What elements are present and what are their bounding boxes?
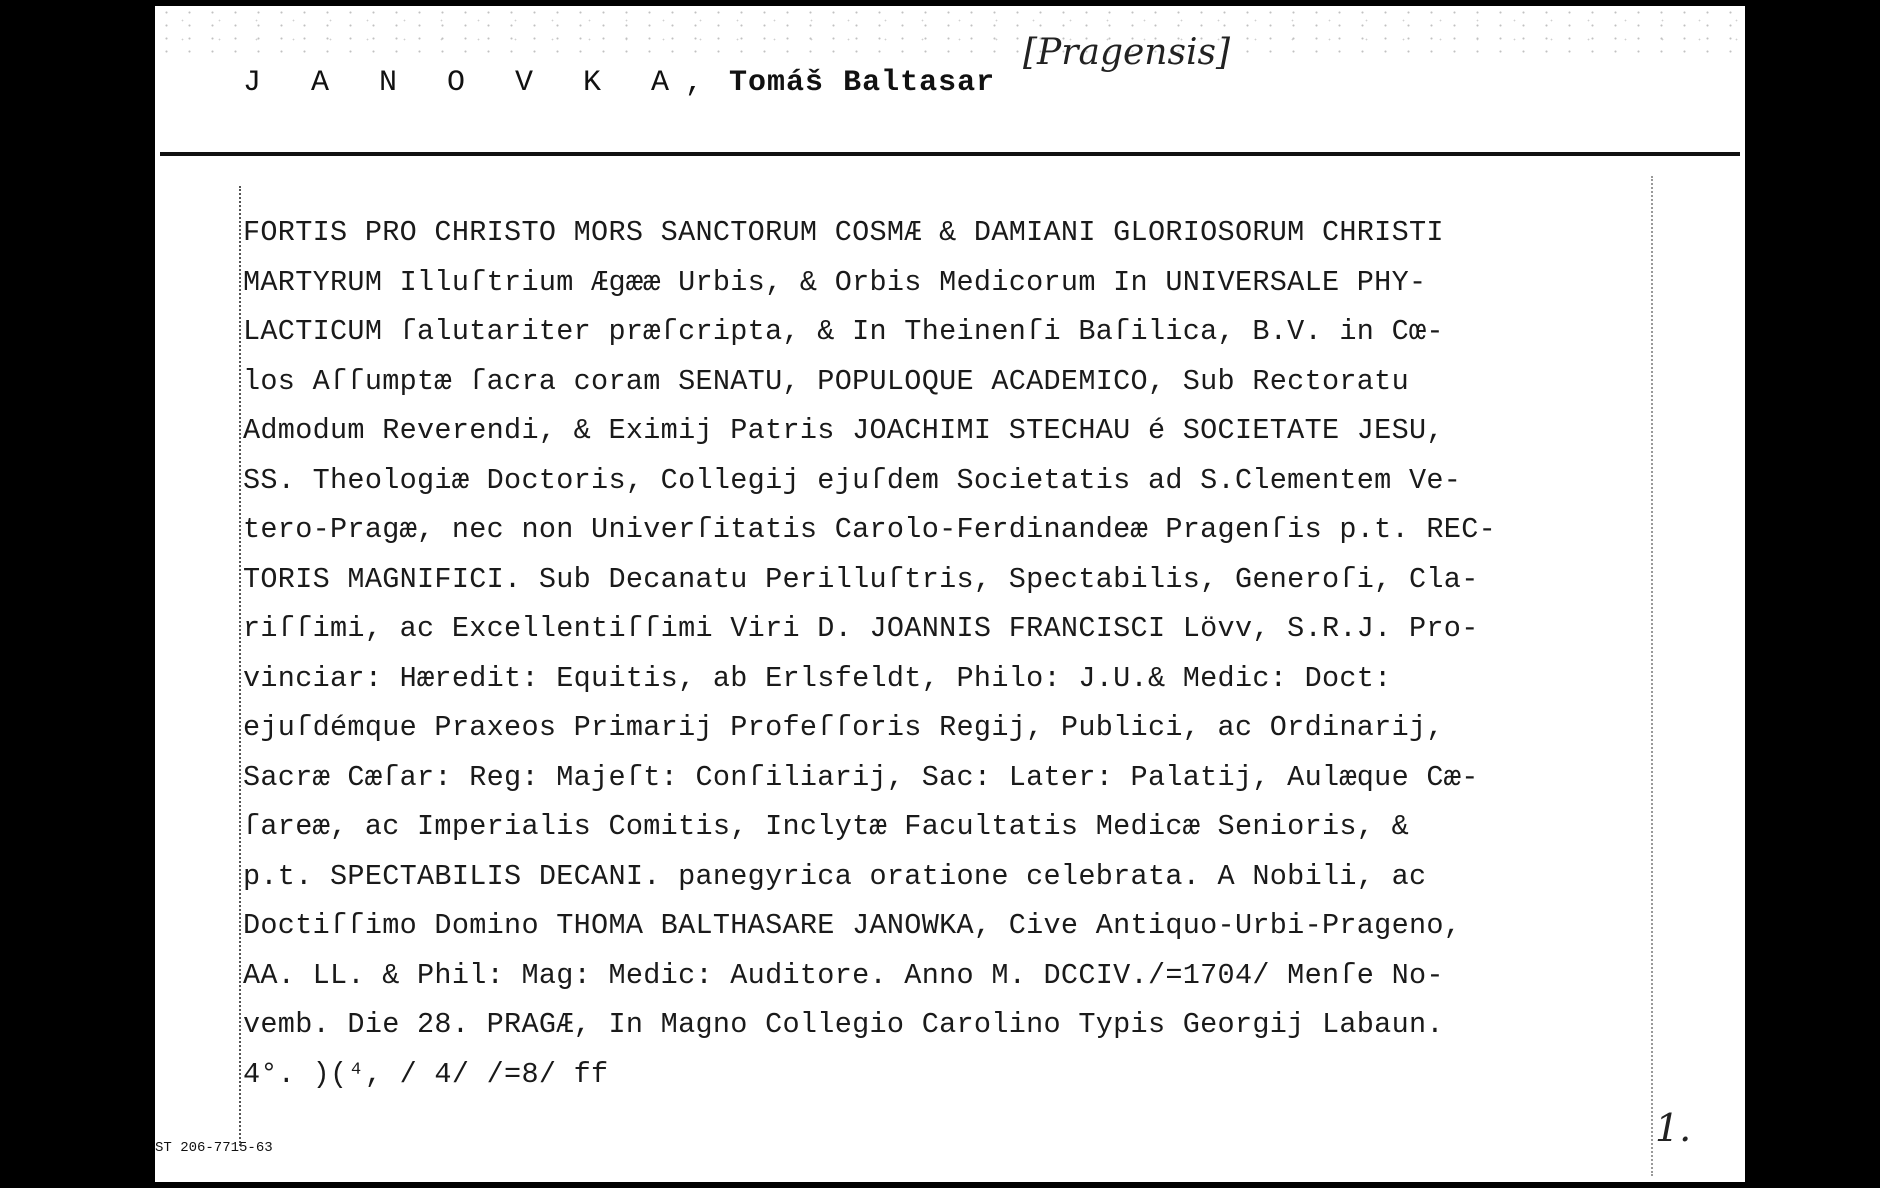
text-line: Doctiſſimo Domino THOMA BALTHASARE JANOWKA, Cive Antiquo-Urbi-Prageno, <box>243 909 1462 942</box>
handwritten-page-mark: 1. <box>1655 1106 1692 1150</box>
title-description <box>243 208 1496 1099</box>
text-line: p.t. SPECTABILIS DECANI. panegyrica oratione celebrata. A Nobili, ac <box>243 859 1427 893</box>
catalog-card <box>155 6 1745 1182</box>
text-line: ejuſdémque Praxeos Primarij Profeſſoris Regij, Publici, ac Ordinarij, <box>243 711 1444 744</box>
left-margin-line <box>239 186 241 1146</box>
text-line: TORIS MAGNIFICI. Sub Decanatu Perilluſtris, Spectabilis, Generoſi, Cla- <box>243 562 1479 596</box>
text-line: vemb. Die 28. PRAGÆ, In Magno Collegio Carolino Typis Georgij Labaun. <box>243 1008 1444 1041</box>
author-given-names: Tomáš Baltasar <box>729 66 996 100</box>
text-line: los Aſſumptæ ſacra coram SENATU, POPULOQUE ACADEMICO, Sub Rectoratu <box>243 364 1409 398</box>
text-line: Admodum Reverendi, & Eximij Patris JOACHIMI STECHAU é SOCIETATE JESU, <box>243 414 1444 447</box>
text-line: tero-Pragæ, nec non Univerſitatis Carolo-Ferdinandeæ Pragenſis p.t. REC- <box>243 513 1496 546</box>
text-line: vinciar: Hæredit: Equitis, ab Erlsfeldt, Philo: J.U.& Medic: Doct: <box>243 661 1392 695</box>
text-line: FORTIS PRO CHRISTO MORS SANCTORUM COSMÆ & DAMIANI GLORIOSORUM CHRISTI <box>243 216 1444 249</box>
text-line: MARTYRUM Illuſtrium Ægææ Urbis, & Orbis Medicorum In UNIVERSALE PHY- <box>243 265 1427 299</box>
author-surname: J A N O V K A, <box>243 66 720 100</box>
text-line: LACTICUM ſalutariter præſcripta, & In Theinenſi Baſilica, B.V. in Cœ- <box>243 315 1444 348</box>
text-line: riſſimi, ac Excellentiſſimi Viri D. JOANNIS FRANCISCI Lövv, S.R.J. Pro- <box>243 612 1479 645</box>
right-margin-line <box>1651 176 1653 1176</box>
text-line: ſareæ, ac Imperialis Comitis, Inclytæ Facultatis Medicæ Senioris, & <box>243 810 1409 843</box>
handwritten-annotation: [Pragensis] <box>1023 32 1230 73</box>
heading-rule <box>160 152 1740 156</box>
card-heading <box>243 66 995 100</box>
scan-noise <box>155 6 1745 56</box>
text-line: Sacræ Cæſar: Reg: Majeſt: Conſiliarij, Sac: Later: Palatij, Aulæque Cæ- <box>243 760 1479 794</box>
text-line: SS. Theologiæ Doctoris, Collegij ejuſdem Societatis ad S.Clementem Ve- <box>243 463 1462 497</box>
text-line: 4°. )(⁴, / 4/ /=8/ ff <box>243 1057 609 1091</box>
text-line: AA. LL. & Phil: Mag: Medic: Auditore. Anno M. DCCIV./=1704/ Menſe No- <box>243 958 1444 992</box>
card-stock-code: ST 206-7715-63 <box>155 1140 273 1156</box>
